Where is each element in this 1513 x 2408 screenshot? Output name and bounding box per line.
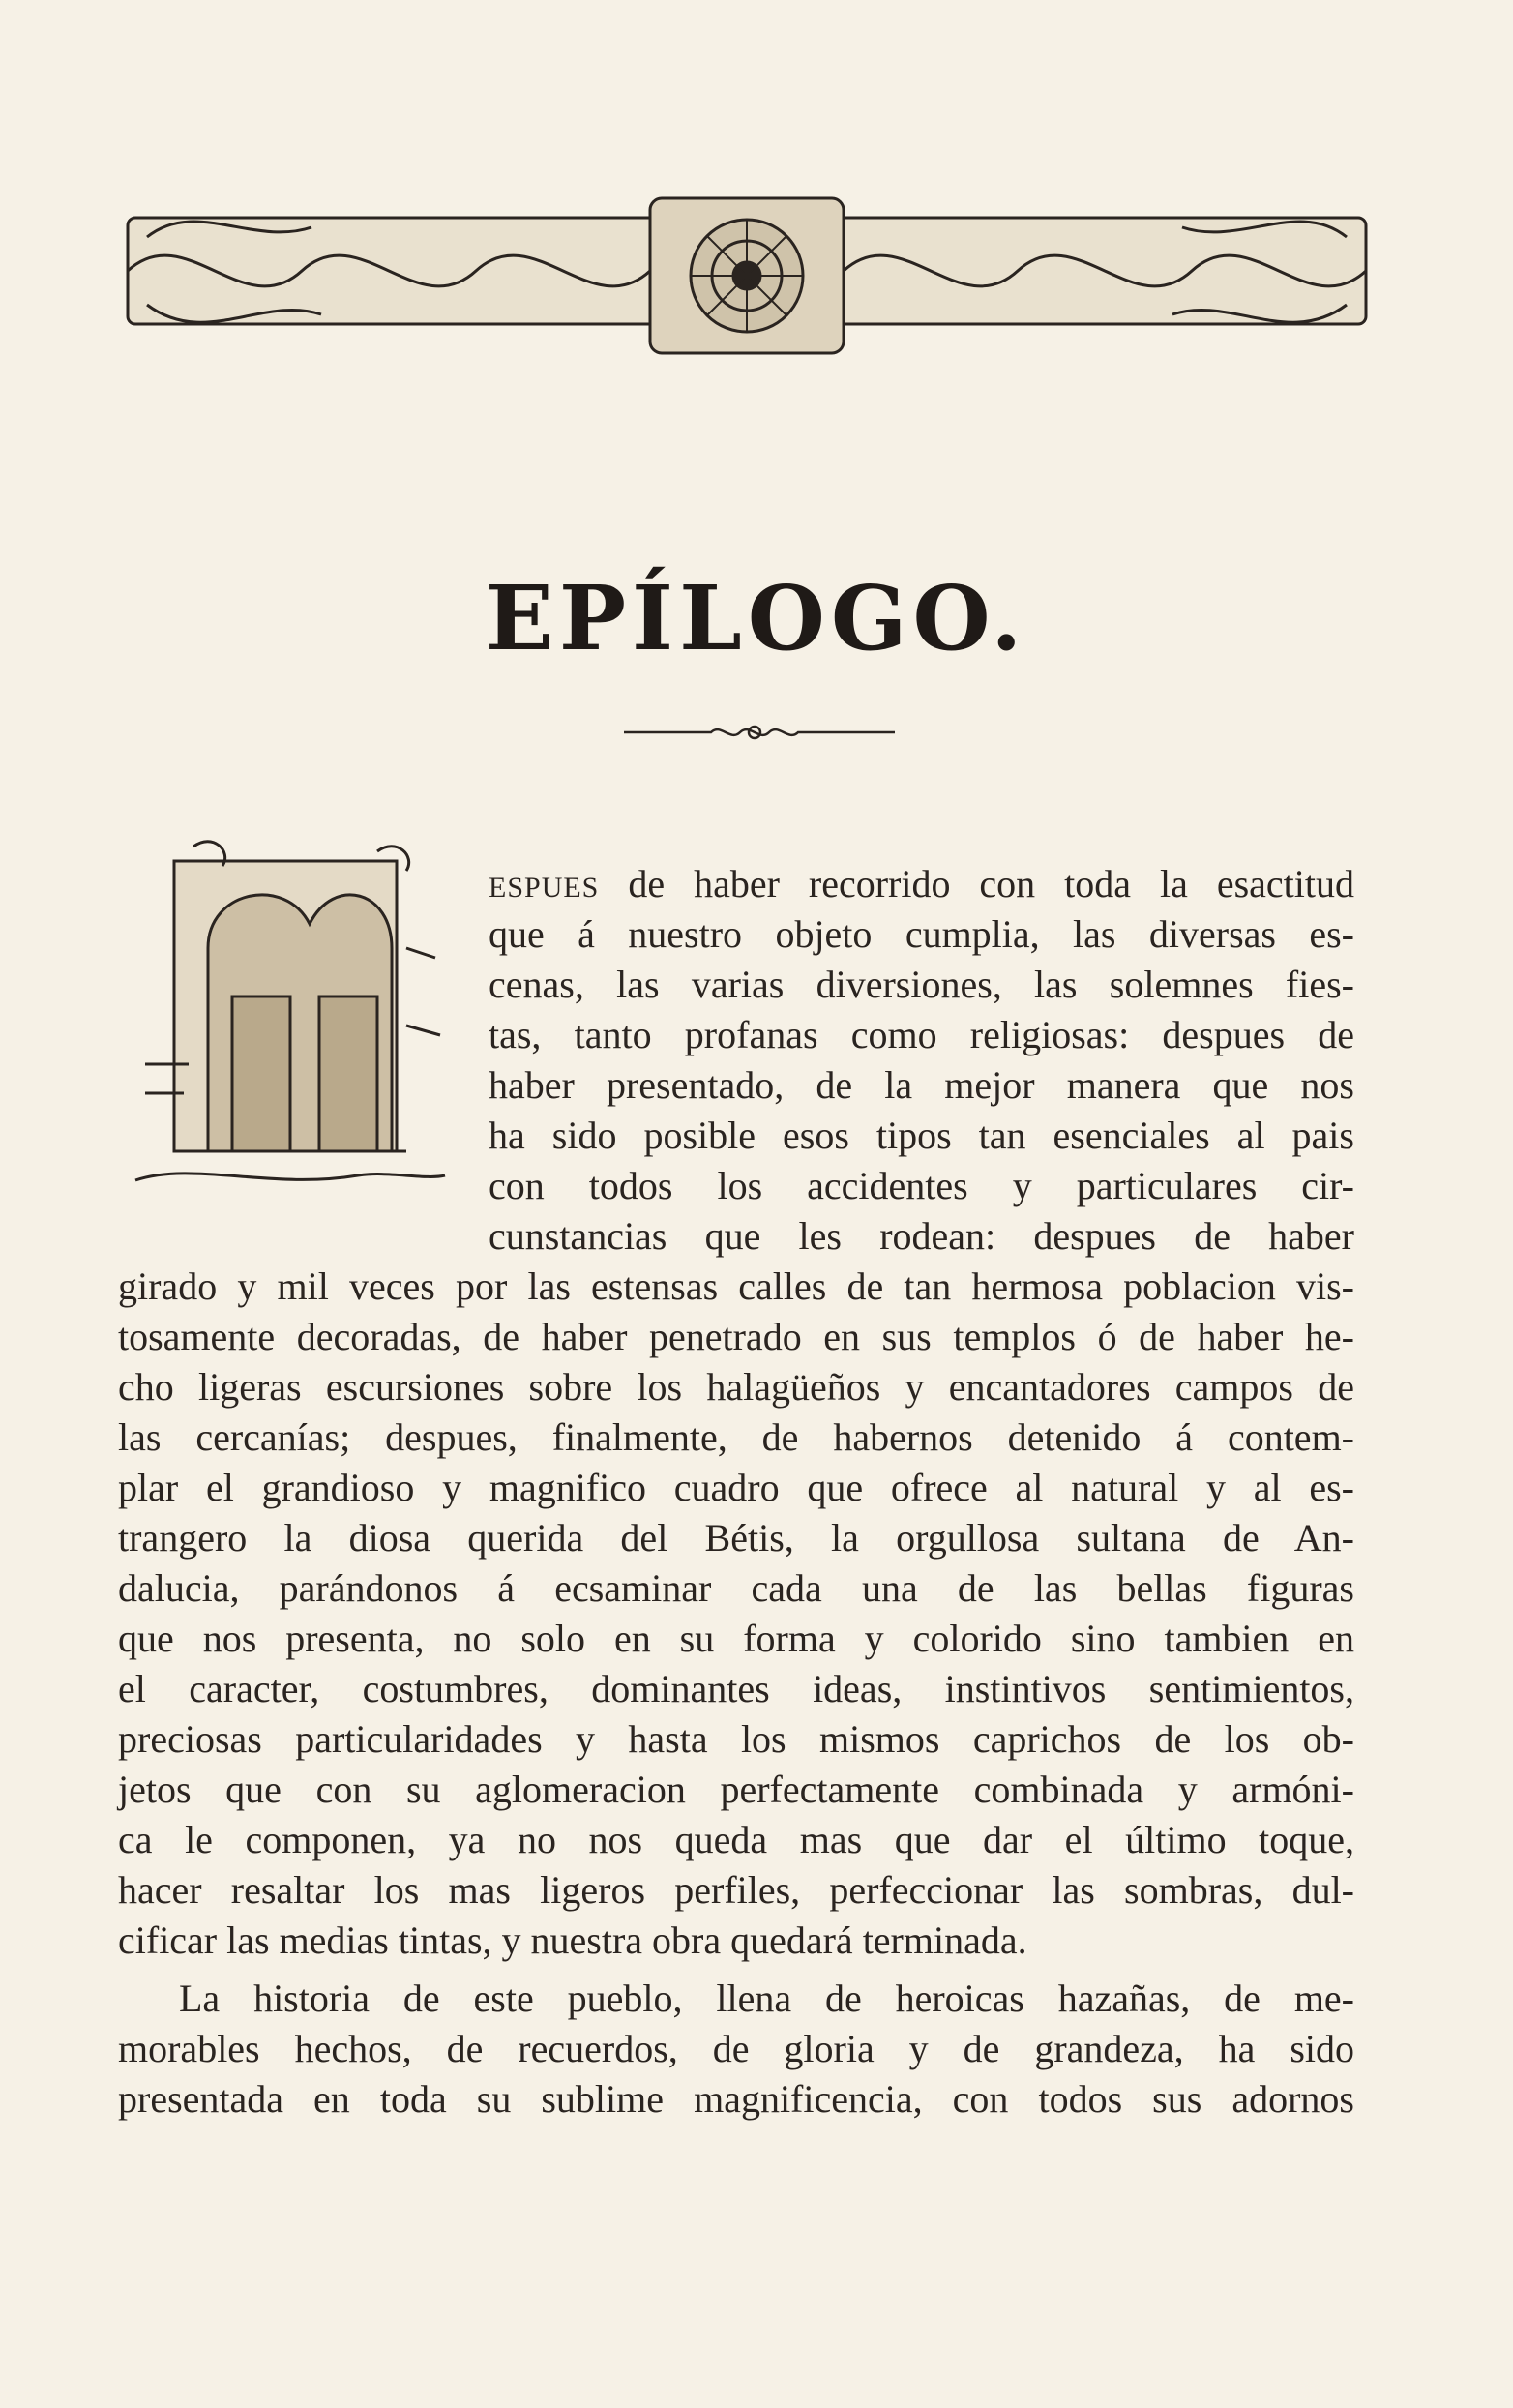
text-line: cunstancias que les rodean: despues de haber: [489, 1214, 1354, 1258]
text-line-part: de haber recorrido con toda la esactitud: [599, 862, 1354, 906]
ornamental-rule-icon: [624, 721, 895, 744]
text-line: ca le componen, ya no nos queda mas que dar el último toque,: [118, 1818, 1354, 1861]
text-line: [489, 859, 1354, 913]
text-line: plar el grandioso y magnifico cuadro que ofrece al natural y al es-: [118, 1466, 1354, 1509]
text-line: haber presentado, de la mejor manera que nos: [489, 1063, 1354, 1107]
text-line: jetos que con su aglomeracion perfectamente combinada y armóni-: [118, 1768, 1354, 1811]
page-title: EPÍLOGO.: [485, 566, 1028, 670]
text-line: cho ligeras escursiones sobre los halagüeños y encantadores campos de: [118, 1365, 1354, 1409]
text-line: cenas, las varias diversiones, las solemnes fies-: [489, 963, 1354, 1006]
text-line: ha sido posible esos tipos tan esenciales al pais: [489, 1114, 1354, 1157]
text-line: que nos presenta, no solo en su forma y colorido sino tambien en: [118, 1617, 1354, 1660]
text-line: morables hechos, de recuerdos, de gloria y de grandeza, ha sido: [118, 2027, 1354, 2070]
text-line: La historia de este pueblo, llena de heroicas hazañas, de me-: [179, 1977, 1354, 2020]
text-line: con todos los accidentes y particulares cir-: [489, 1164, 1354, 1207]
text-line: hacer resaltar los mas ligeros perfiles, perfeccionar las sombras, dul-: [118, 1868, 1354, 1912]
lead-smallcaps: ESPUES: [489, 872, 600, 904]
text-line: el caracter, costumbres, dominantes ideas, instintivos sentimientos,: [118, 1667, 1354, 1710]
text-line: cificar las medias tintas, y nuestra obra quedará terminada.: [118, 1918, 1027, 1962]
text-line: que á nuestro objeto cumplia, las diversas es-: [489, 912, 1354, 956]
text-line: trangero la diosa querida del Bétis, la orgullosa sultana de An-: [118, 1516, 1354, 1560]
text-line: dalucia, parándonos á ecsaminar cada una de las bellas figuras: [118, 1566, 1354, 1610]
text-line: presentada en toda su sublime magnificencia, con todos sus adornos: [118, 2077, 1354, 2121]
illustrated-dropcap-icon: [116, 832, 450, 1229]
text-line: girado y mil veces por las estensas calles de tan hermosa poblacion vis-: [118, 1264, 1354, 1308]
text-line: tosamente decoradas, de haber penetrado en sus templos ó de haber he-: [118, 1315, 1354, 1358]
text-line: tas, tanto profanas como religiosas: despues de: [489, 1013, 1354, 1056]
ornamental-banner-icon: [108, 179, 1385, 372]
text-line: preciosas particularidades y hasta los mismos caprichos de los ob-: [118, 1717, 1354, 1761]
text-line: las cercanías; despues, finalmente, de habernos detenido á contem-: [118, 1415, 1354, 1459]
